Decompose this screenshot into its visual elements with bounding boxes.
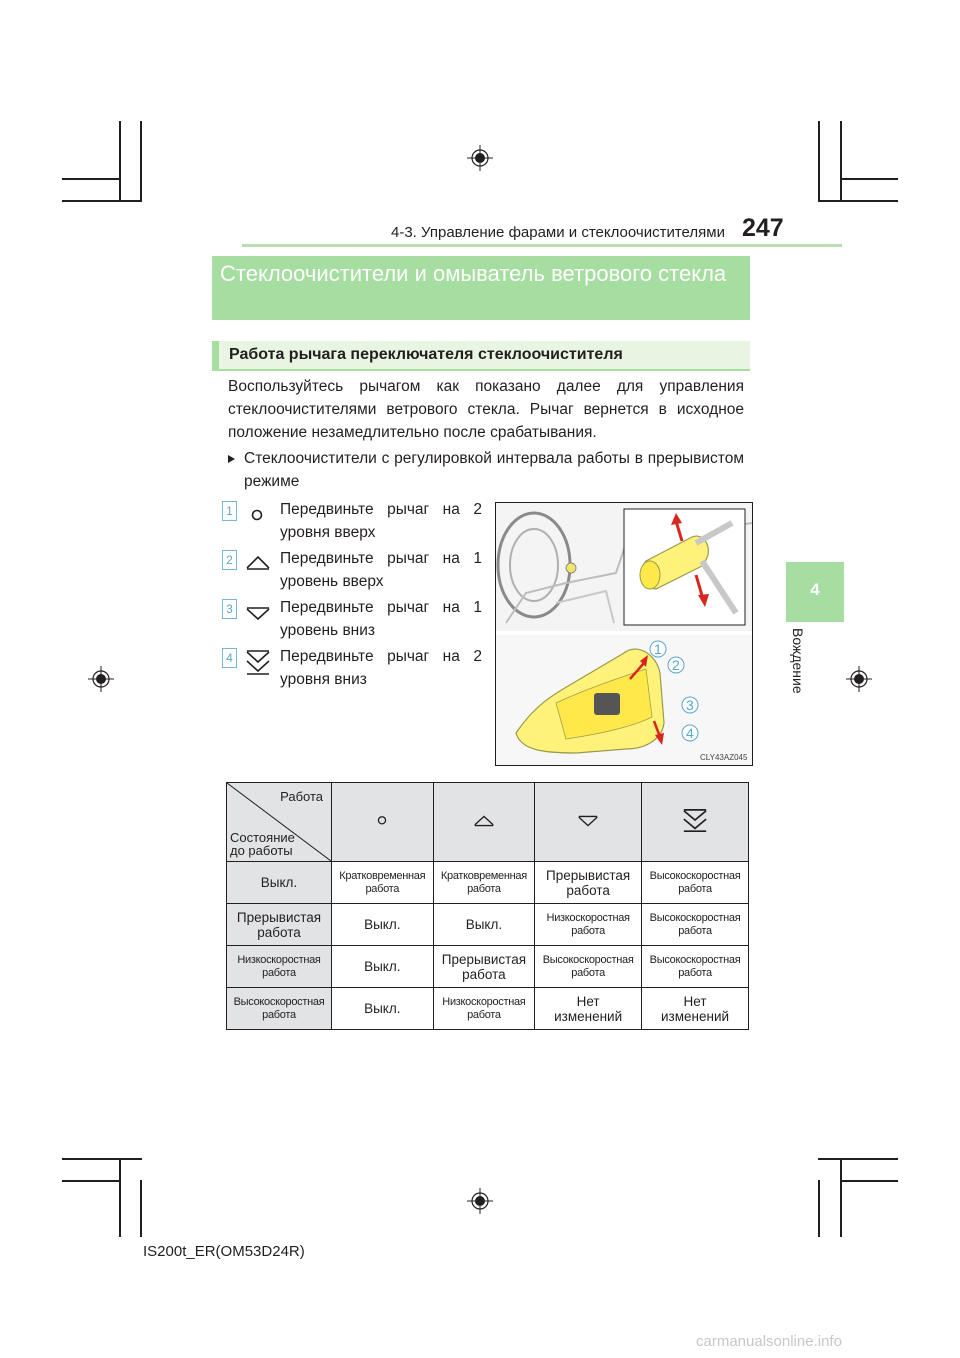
crop-mark xyxy=(840,178,898,180)
corner-bottom-line-1: Состояние xyxy=(230,830,295,845)
illustration-code: CLY43AZ045 xyxy=(700,753,748,762)
row-state: Высокоскоростная работа xyxy=(227,988,332,1030)
table-cell: Нет изменений xyxy=(642,988,749,1030)
table-row xyxy=(227,988,749,1030)
crop-mark xyxy=(119,121,121,200)
registration-mark-icon xyxy=(467,1188,493,1214)
table-cell: Выкл. xyxy=(332,946,434,988)
intro-paragraph: Воспользуйтесь рычагом как показано далее для управления стеклоочистителями ветрового стекла. Рычаг вернется в исходное положение незамедлительно после срабатывания. xyxy=(228,378,744,441)
registration-mark-icon xyxy=(467,145,493,171)
mode-text: Передвиньте рычаг на 1 уровень вниз xyxy=(280,599,482,639)
page-title: Стеклоочистители и омыватель ветрового стекла xyxy=(212,256,750,320)
document-id: IS200t_ER(OM53D24R) xyxy=(143,1243,305,1260)
table-cell: Высокоскоростная работа xyxy=(642,946,749,988)
chapter-tab[interactable] xyxy=(786,562,844,622)
crop-mark xyxy=(62,1158,142,1160)
corner-header xyxy=(227,783,332,862)
double-triangle-down-icon xyxy=(682,807,708,835)
table-cell: Выкл. xyxy=(433,904,535,946)
chapter-number: 4 xyxy=(810,580,820,599)
bullet-text: Стеклоочистители с регулировкой интервала работы в прерывистом режиме xyxy=(244,450,744,490)
table-cell: Кратковременная работа xyxy=(433,862,535,904)
row-state: Выкл. xyxy=(227,862,332,904)
crop-mark xyxy=(62,178,120,180)
crop-mark xyxy=(818,200,898,202)
crop-mark xyxy=(840,1158,842,1237)
mode-number: 4 xyxy=(222,648,237,668)
table-cell: Прерывистая работа xyxy=(433,946,535,988)
table-cell: Высокоскоростная работа xyxy=(642,904,749,946)
table-cell: Выкл. xyxy=(332,988,434,1030)
triangle-up-icon xyxy=(246,552,274,578)
corner-bottom-line-2: до работы xyxy=(230,843,293,858)
table-row xyxy=(227,904,749,946)
crop-mark xyxy=(140,1180,142,1237)
section-title: 4-3. Управление фарами и стеклоочистителями xyxy=(391,224,725,241)
table-cell: Прерывистая работа xyxy=(535,862,642,904)
subsection-title: Работа рычага переключателя стеклоочистителя xyxy=(212,341,750,371)
registration-mark-icon xyxy=(88,666,114,692)
corner-top-label: Работа xyxy=(280,789,323,804)
crop-mark xyxy=(62,1180,120,1182)
crop-mark xyxy=(62,200,142,202)
wiper-lever-illustration xyxy=(495,502,753,766)
table-cell: Нет изменений xyxy=(535,988,642,1030)
table-cell: Низкоскоростная работа xyxy=(535,904,642,946)
crop-mark xyxy=(140,121,142,200)
table-row xyxy=(227,862,749,904)
table-cell: Высокоскоростная работа xyxy=(535,946,642,988)
mode-number: 2 xyxy=(222,550,237,570)
triangle-up-icon xyxy=(471,811,497,831)
col-up-header xyxy=(433,783,535,862)
col-down-header xyxy=(535,783,642,862)
triangle-down-icon xyxy=(575,811,601,831)
crop-mark xyxy=(840,121,842,200)
callout-4: 4 xyxy=(686,725,694,741)
crop-mark xyxy=(818,121,820,200)
crop-mark xyxy=(119,1158,121,1237)
page-number: 247 xyxy=(742,214,784,242)
crop-mark xyxy=(840,1180,898,1182)
chapter-label: Вождение xyxy=(790,628,806,694)
col-double-down-header xyxy=(642,783,749,862)
crop-mark xyxy=(818,1158,898,1160)
table-cell: Выкл. xyxy=(332,904,434,946)
mode-text: Передвиньте рычаг на 1 уровень вверх xyxy=(280,550,482,590)
header-rule xyxy=(242,244,842,247)
table-cell: Высокоскоростная работа xyxy=(642,862,749,904)
row-state: Низкоскоростная работа xyxy=(227,946,332,988)
table-row xyxy=(227,946,749,988)
bullet-arrow-icon xyxy=(228,455,235,463)
circle-icon xyxy=(372,811,392,831)
lever-diagram xyxy=(496,503,752,765)
crop-mark xyxy=(818,1180,820,1237)
operation-table xyxy=(226,782,749,1030)
mode-number: 3 xyxy=(222,599,237,619)
callout-3: 3 xyxy=(686,697,694,713)
registration-mark-icon xyxy=(846,666,872,692)
mode-text: Передвиньте рычаг на 2 уровня вниз xyxy=(280,648,482,688)
mode-number: 1 xyxy=(222,501,237,521)
corner-bottom-label xyxy=(230,831,295,857)
callout-2: 2 xyxy=(672,657,680,673)
mode-text: Передвиньте рычаг на 2 уровня вверх xyxy=(280,501,482,541)
table-cell: Низкоскоростная работа xyxy=(433,988,535,1030)
bullet-item xyxy=(228,447,744,493)
callout-1: 1 xyxy=(654,641,662,657)
triangle-down-icon xyxy=(246,601,274,627)
double-triangle-down-icon xyxy=(246,648,274,676)
row-state: Прерывистая работа xyxy=(227,904,332,946)
watermark[interactable]: carmanualsonline.info xyxy=(696,1333,842,1350)
table-cell: Кратковременная работа xyxy=(332,862,434,904)
col-circle-header xyxy=(332,783,434,862)
circle-icon xyxy=(246,503,274,529)
